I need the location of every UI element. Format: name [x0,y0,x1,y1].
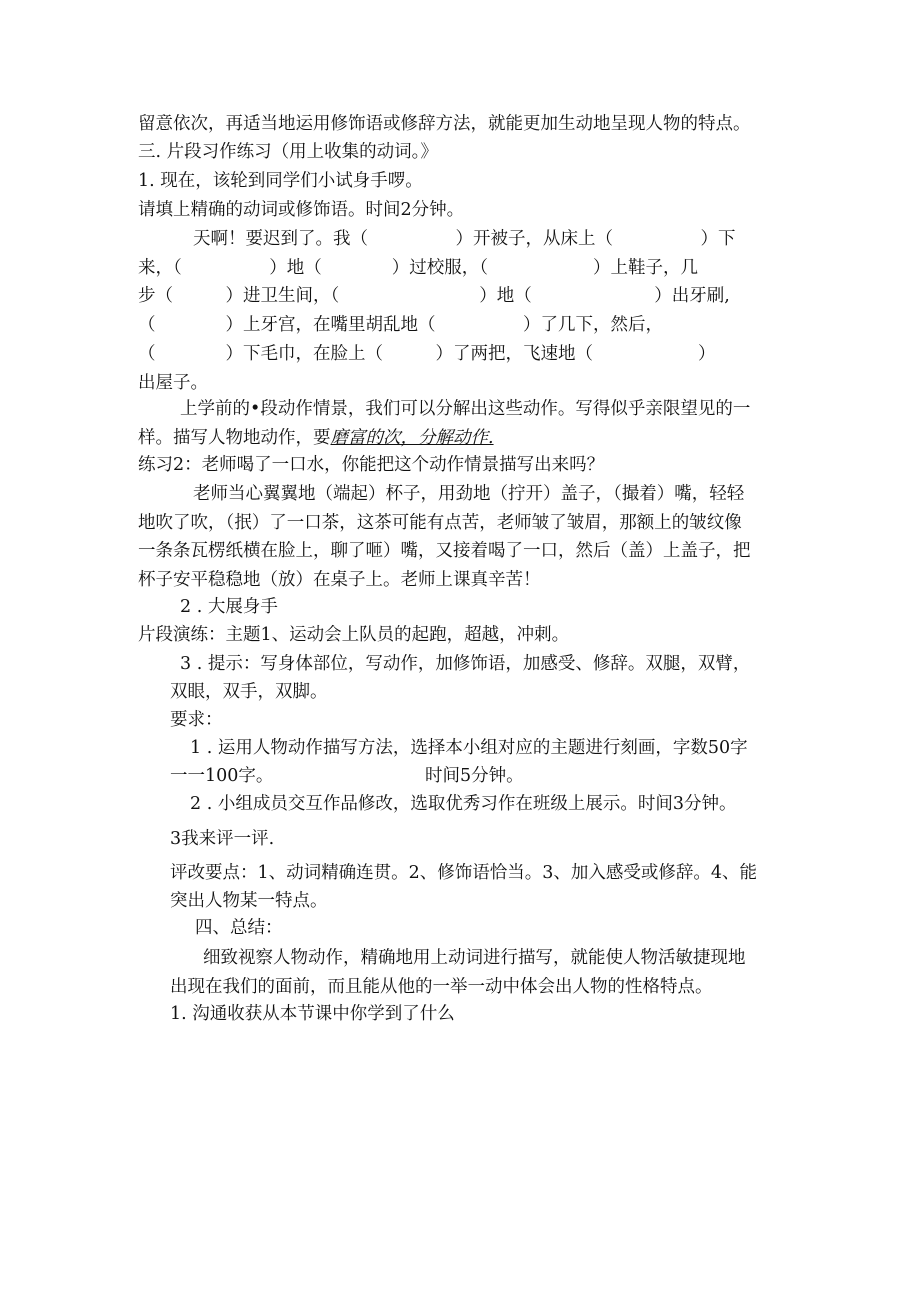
text-line: 杯子安平稳稳地（放）在桌子上。老师上课真辛苦！ [138,570,541,590]
text-line: 上学前的•段动作情景，我们可以分解出这些动作。写得似乎亲限望见的一 [180,399,751,419]
text-line: 3 . 提示：写身体部位，写动作，加修饰语，加感受、修辞。双腿，双臂， [180,654,751,674]
text-line: 细致视察人物动作，精确地用上动词进行描写，就能使人物活敏捷现地 [203,948,746,968]
text-line: 片段演练：主题1、运动会上队员的起跑，超越，冲刺。 [138,625,570,645]
text-line: 留意依次，再适当地运用修饰语或修辞方法，就能更加生动地呈现人物的特点。 [138,114,751,134]
text-line: 双眼，双手，双脚。 [170,682,328,702]
text-line: 一一100字。 [170,766,274,786]
text-line: 1. 沟通收获从本节课中你学到了什么 [170,1004,455,1024]
text-line: 出现在我们的面前，而且能从他的一举一动中体会出人物的性格特点。 [170,977,713,997]
fill-blank-line: 天啊！要迟到了。我（ ）开被子，从床上（ ）下 [193,229,736,249]
text-line [138,426,494,450]
section-heading: 三. 片段习作练习（用上收集的动词。》 [138,142,438,162]
text-line: 一条条瓦楞纸横在脸上，聊了咂）嘴，又接着喝了一口，然后（盖）上盖子，把 [138,541,751,561]
text-line: 突出人物某一特点。 [170,891,328,911]
fill-blank-line: （ ）下毛巾，在脸上（ ）了两把，飞速地（ ） [138,344,716,364]
text-line: 地吹了吹，（抿）了一口茶，这茶可能有点苦，老师皱了皱眉，那额上的皱纹像 [138,513,742,533]
fill-blank-line: 步（ ）进卫生间，（ ）地（ ）出牙刷, [138,286,730,306]
text-line: 2 . 小组成员交互作品修改，选取优秀习作在班级上展示。时间3分钟。 [190,794,737,814]
text-line: 老师当心翼翼地（端起）杯子，用劲地（拧开）盖子，（撮着）嘴，轻轻 [193,484,745,504]
text-line: 评改要点：1、动词精确连贯。2、修饰语恰当。3、加入感受或修辞。4、能 [170,863,758,883]
text-line: 出屋子。 [138,373,208,393]
section-heading: 四、总结： [195,918,283,938]
underlined-text: 磨富的次，分解动作. [330,428,494,448]
section-heading: 2 . 大展身手 [180,597,278,617]
text-line: 3我来评一评. [170,829,275,849]
text-line: 1 . 运用人物动作描写方法，选择本小组对应的主题进行刻画，字数50字 [190,738,748,758]
fill-blank-line: （ ）上牙宫，在嘴里胡乱地（ ）了几下，然后， [138,315,663,335]
exercise-heading: 练习2：老师喝了一口水，你能把这个动作情景描写出来吗？ [138,455,605,475]
text-segment: 样。描写人物地动作，要 [138,428,331,448]
text-line: 请填上精确的动词或修饰语。时间2分钟。 [138,200,465,220]
text-line: 时间5分钟。 [425,766,524,786]
text-line: 要求： [170,710,223,730]
fill-blank-line: 来，（ ）地（ ）过校服，（ ）上鞋子，几 [138,258,698,278]
text-line: 1. 现在，该轮到同学们小试身手啰。 [138,171,423,191]
